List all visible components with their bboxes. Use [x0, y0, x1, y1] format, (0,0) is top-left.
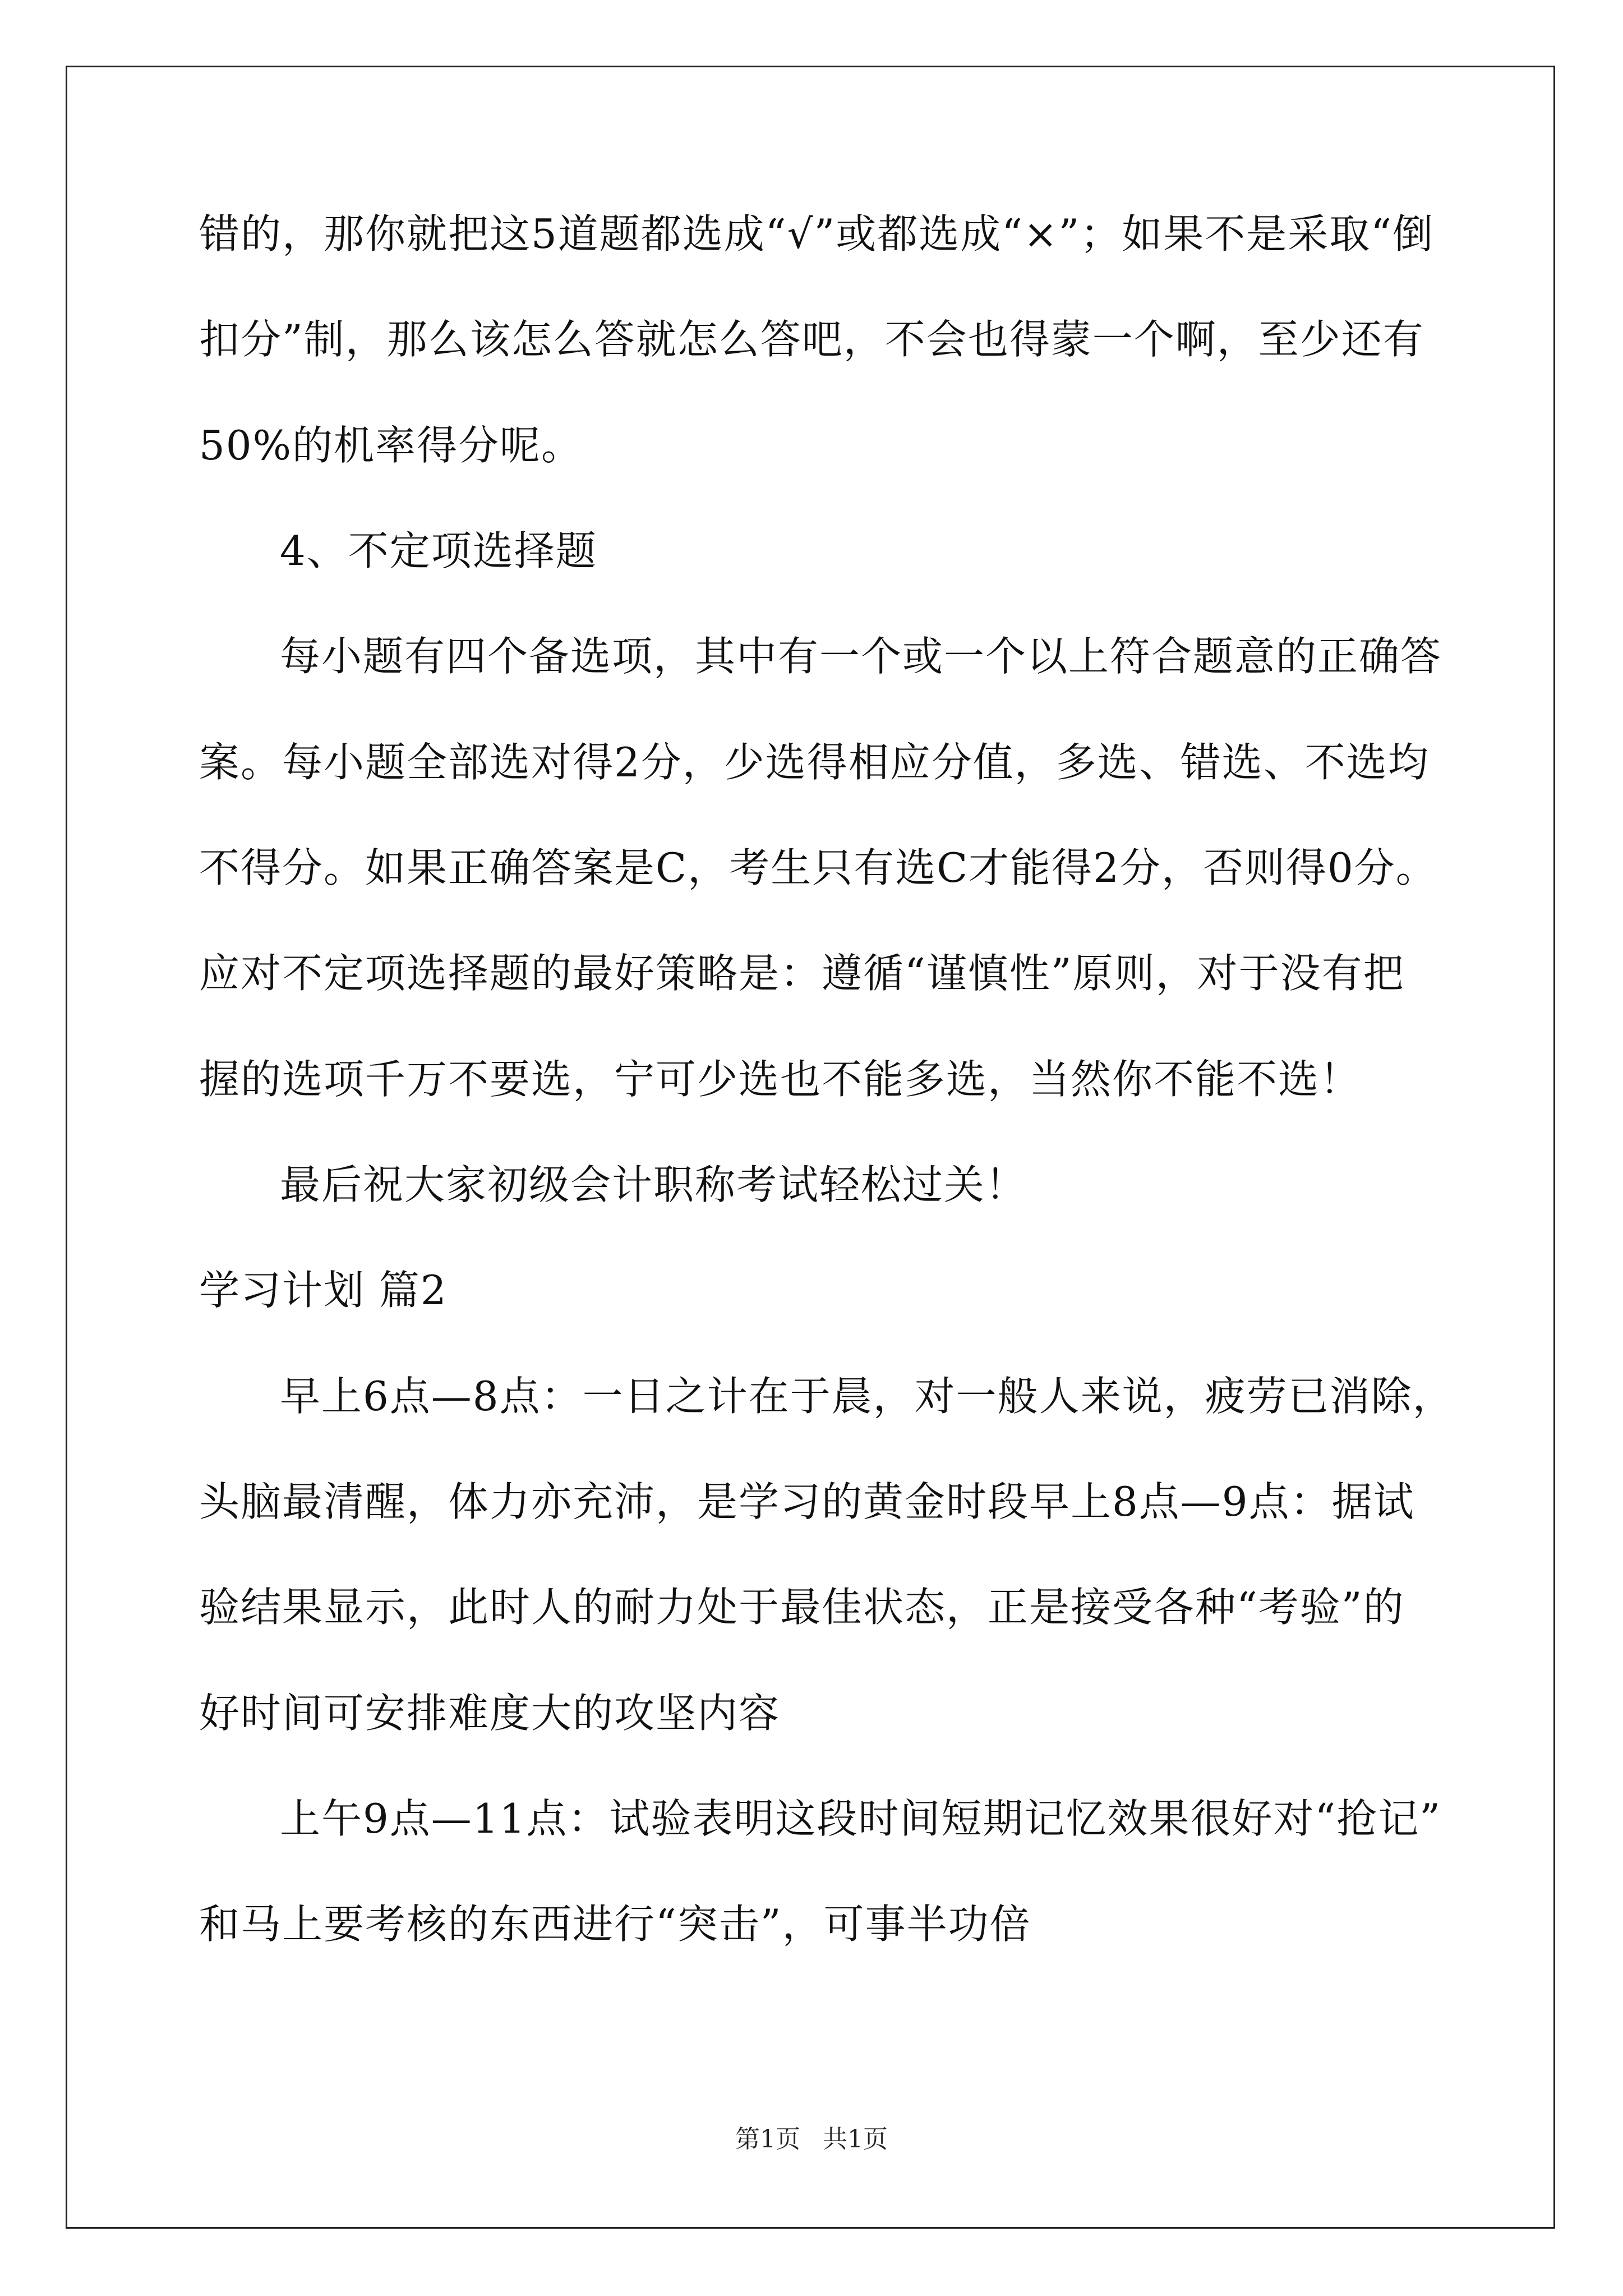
paragraph-line: 最后祝大家初级会计职称考试轻松过关！	[280, 1161, 1027, 1208]
paragraph-line: 案。每小题全部选对得2分，少选得相应分值，多选、错选、不选均	[199, 739, 1430, 786]
paragraph-line: 头脑最清醒，体力亦充沛，是学习的黄金时段早上8点—9点：据试	[199, 1478, 1415, 1525]
section-heading: 4、不定项选择题	[280, 527, 597, 574]
paragraph-line: 扣分”制，那么该怎么答就怎么答吧，不会也得蒙一个啊，至少还有	[199, 316, 1424, 363]
paragraph-line: 好时间可安排难度大的攻坚内容	[199, 1690, 781, 1737]
section-title: 学习计划 篇2	[199, 1267, 448, 1314]
paragraph-line: 50%的机率得分呢。	[199, 422, 583, 469]
paragraph-line: 每小题有四个备选项，其中有一个或一个以上符合题意的正确答	[280, 633, 1442, 680]
paragraph-line: 验结果显示，此时人的耐力处于最佳状态，正是接受各种“考验”的	[199, 1584, 1405, 1631]
paragraph-line: 早上6点—8点：一日之计在于晨，对一般人来说，疲劳已消除，	[280, 1373, 1454, 1420]
paragraph-line: 握的选项千万不要选，宁可少选也不能多选，当然你不能不选！	[199, 1056, 1362, 1103]
paragraph-line: 错的，那你就把这5道题都选成“√”或都选成“×”；如果不是采取“倒	[199, 210, 1435, 257]
page-footer	[0, 2124, 1623, 2155]
page-number-total: 共1页	[823, 2125, 888, 2154]
paragraph-line: 和马上要考核的东西进行“突击”，可事半功倍	[199, 1901, 1031, 1948]
paragraph-line: 不得分。如果正确答案是C，考生只有选C才能得2分，否则得0分。	[199, 844, 1437, 891]
page-number-current: 第1页	[735, 2125, 800, 2154]
paragraph-line: 上午9点—11点：试验表明这段时间短期记忆效果很好对“抢记”	[280, 1795, 1442, 1842]
paragraph-line: 应对不定项选择题的最好策略是：遵循“谨慎性”原则，对于没有把	[199, 950, 1405, 997]
